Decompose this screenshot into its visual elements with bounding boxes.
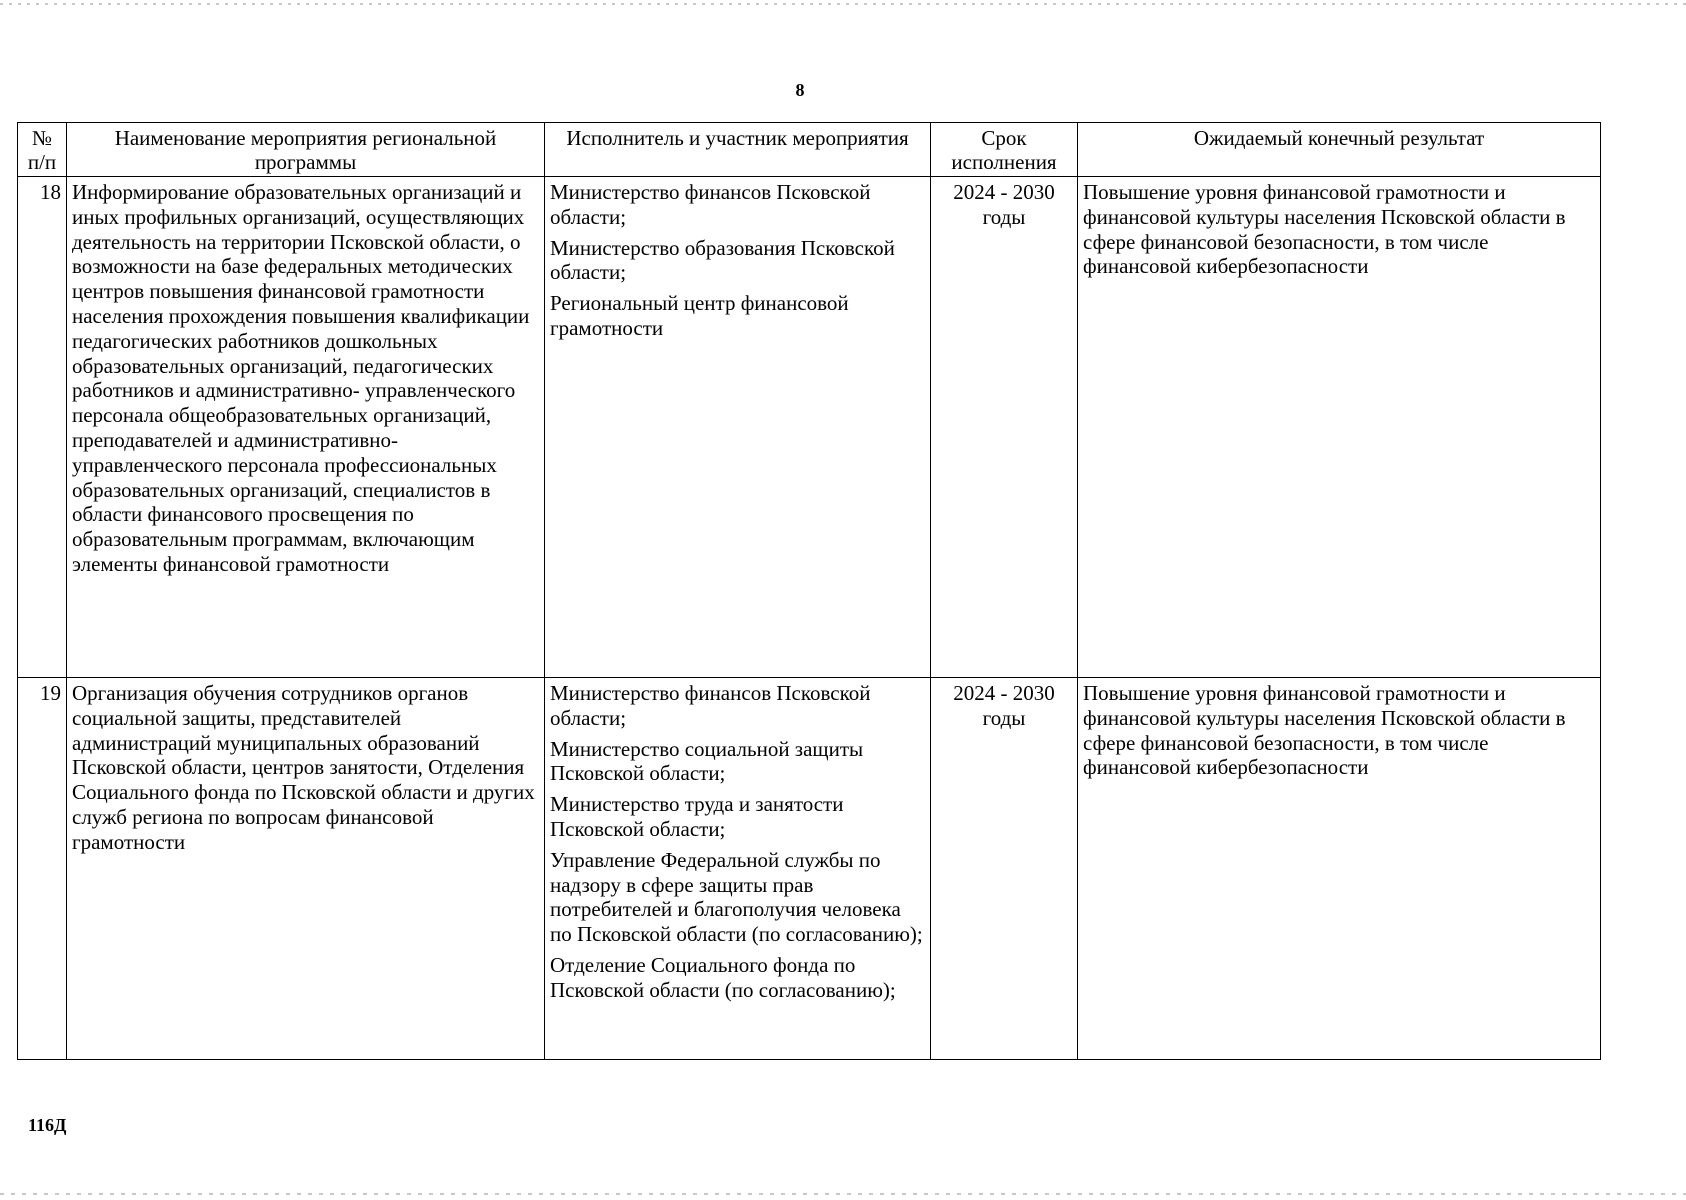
executor-item: Отделение Социального фонда по Псковской области (по согласованию); <box>550 952 896 1002</box>
program-activities-table <box>17 122 1601 1060</box>
page-number: 8 <box>795 80 805 100</box>
table-row <box>18 177 1601 678</box>
executor-item: Управление Федеральной службы по надзору в сфере защиты прав потребителей и благополучия человека по Псковской области (по согласованию); <box>550 847 923 947</box>
result-cell: Повышение уровня финансовой грамотности и финансовой культуры населения Псковской области в сфере финансовой безопасности, в том числе финансовой кибербезопасности <box>1078 177 1601 678</box>
executor-list <box>545 678 931 1060</box>
executor-item: Министерство социальной защиты Псковской области; <box>550 736 864 786</box>
executor-item: Региональный центр финансовой грамотности <box>550 291 849 340</box>
term-cell: 2024 - 2030 годы <box>931 177 1078 678</box>
term-cell: 2024 - 2030 годы <box>931 678 1078 1060</box>
activity-name: Информирование образовательных организаций и иных профильных организаций, осуществляющих деятельность на территории Псковской области, о возможности на базе федеральных методических центров повышения финансовой грамотности населения прохождения повышения квалификации педагогических работников дошкольных образовательных организаций, педагогических работников и административно- управленческого персонала общеобразовательных организаций, преподавателей и административно-управленческого персонала профессиональных образовательных организаций, специалистов в области финансового просвещения по образовательным программам, включающим элементы финансовой грамотности <box>67 177 545 678</box>
executor-item: Министерство финансов Псковской области; <box>550 180 871 229</box>
scan-edge-bottom <box>0 1193 1686 1195</box>
executor-item: Министерство образования Псковской области; <box>550 235 895 285</box>
result-cell: Повышение уровня финансовой грамотности и финансовой культуры населения Псковской области в сфере финансовой безопасности, в том числе финансовой кибербезопасности <box>1078 678 1601 1060</box>
executor-list <box>545 177 931 678</box>
header-term: Срок исполнения <box>931 123 1078 177</box>
header-executor: Исполнитель и участник мероприятия <box>545 123 931 177</box>
scan-edge-top <box>0 3 1686 5</box>
executor-item: Министерство труда и занятости Псковской области; <box>550 792 844 841</box>
document-code: 116Д <box>28 1115 67 1135</box>
header-name: Наименование мероприятия региональной программы <box>67 123 545 177</box>
table-header-row <box>18 123 1601 177</box>
header-result: Ожидаемый конечный результат <box>1078 123 1601 177</box>
row-number: 18 <box>18 177 67 678</box>
header-num: № п/п <box>18 123 67 177</box>
table-row <box>18 678 1601 1060</box>
activity-name: Организация обучения сотрудников органов социальной защиты, представителей администраций муниципальных образований Псковской области, центров занятости, Отделения Социального фонда по Псковской области и других служб региона по вопросам финансовой грамотности <box>67 678 545 1060</box>
row-number: 19 <box>18 678 67 1060</box>
executor-item: Министерство финансов Псковской области; <box>550 681 871 730</box>
